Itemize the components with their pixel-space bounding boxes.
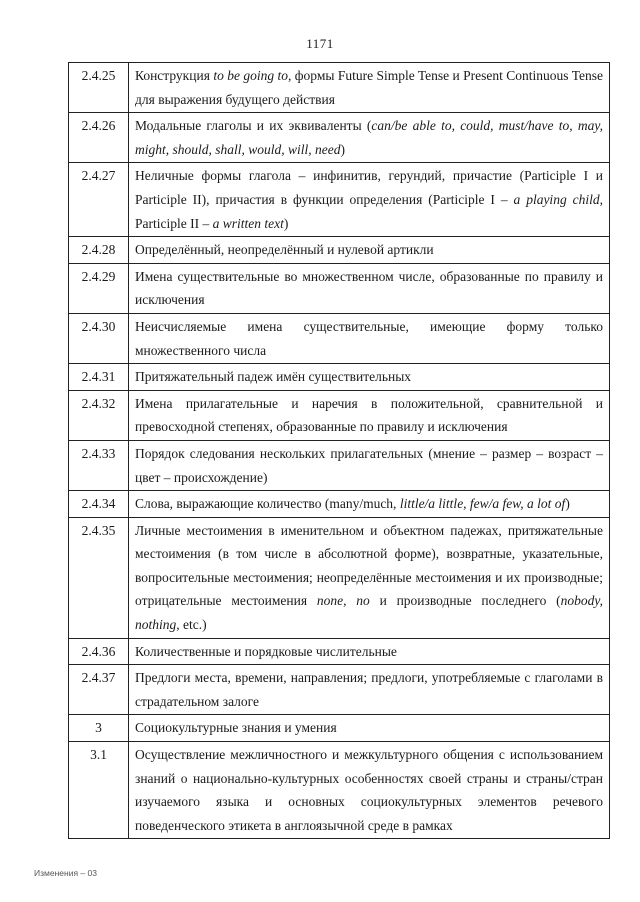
- table-row: [69, 517, 610, 638]
- section-description: [129, 638, 610, 665]
- text-fragment: Имена существительные во множественном числе, образованные по правилу и исключения: [135, 268, 603, 308]
- italic-text-fragment: nobody, nothing: [135, 593, 603, 633]
- text-fragment: Неисчисляемые имена существительные, имеющие форму только множественного числа: [135, 318, 603, 358]
- section-number: 2.4.25: [69, 63, 129, 113]
- text-fragment: Количественные и порядковые числительные: [135, 643, 397, 659]
- section-number: 3.1: [69, 742, 129, 839]
- section-description: [129, 364, 610, 391]
- text-fragment: Слова, выражающие количество (many/much,: [135, 496, 400, 512]
- section-description: [129, 237, 610, 264]
- table-row: [69, 364, 610, 391]
- page-number: 1171: [306, 36, 334, 51]
- section-description: [129, 163, 610, 237]
- text-fragment: Неличные формы глагола – инфинитив, герундий, причастие (Participle I и Participle II), причастия в функции определения (Participle I –: [135, 168, 603, 207]
- italic-text-fragment: can/be able to, could, must/have to, may, might, should, shall, would, will, need: [135, 118, 603, 157]
- italic-text-fragment: none, no: [316, 593, 370, 609]
- section-number: 2.4.36: [69, 638, 129, 665]
- section-number: 2.4.37: [69, 665, 129, 715]
- text-fragment: Participle II –: [135, 215, 213, 231]
- section-description: [129, 742, 610, 839]
- table-row: [69, 638, 610, 665]
- text-fragment: Имена прилагательные и наречия в положительной, сравнительной и превосходной степенях, образованные по правилу и исключения: [135, 395, 603, 435]
- section-number: 2.4.29: [69, 263, 129, 313]
- table-row: [69, 63, 610, 113]
- section-number: 2.4.35: [69, 517, 129, 638]
- section-number: 2.4.30: [69, 313, 129, 363]
- text-fragment: Осуществление межличностного и межкультурного общения с использованием знаний о национально-культурных особенностях своей страны и страны/стран изучаемого языка и основных социокультурных элементов речевого поведенческого этикета в англоязычной среде в рамках: [135, 747, 603, 833]
- table-row: [69, 263, 610, 313]
- text-fragment: , формы Future Simple Tense и Present Continuous Tense для выражения будущего действия: [135, 68, 604, 107]
- section-description: [129, 665, 610, 715]
- section-description: [129, 440, 610, 490]
- text-fragment: и производные последнего (: [369, 593, 561, 609]
- curriculum-table: [68, 62, 610, 839]
- section-description: [129, 715, 610, 742]
- text-fragment: ): [565, 496, 570, 512]
- table-row: [69, 113, 610, 163]
- text-fragment: Модальные глаголы и их эквиваленты (: [135, 118, 372, 134]
- text-fragment: Личные местоимения в именительном и объектном падежах, притяжательные местоимения (в том числе в абсолютной форме), возвратные, указательные, вопросительные местоимения; неопределённые местоимения и их производные; отрицательные местоимения: [135, 522, 603, 609]
- text-fragment: ): [283, 215, 289, 231]
- section-number: 2.4.32: [69, 390, 129, 440]
- section-number: 2.4.27: [69, 163, 129, 237]
- text-fragment: Притяжательный падеж имён существительных: [135, 369, 412, 385]
- text-fragment: Социокультурные знания и умения: [135, 720, 337, 736]
- section-description: [129, 491, 610, 518]
- text-fragment: Предлоги места, времени, направления; предлоги, употребляемые с глаголами в страдательном залоге: [135, 670, 603, 709]
- text-fragment: , etc.): [176, 617, 207, 633]
- italic-text-fragment: to be going to: [213, 68, 288, 83]
- section-number: 2.4.28: [69, 237, 129, 264]
- table-row: [69, 313, 610, 363]
- section-description: [129, 390, 610, 440]
- table-row: [69, 390, 610, 440]
- section-number: 2.4.26: [69, 113, 129, 163]
- table-row: [69, 237, 610, 264]
- section-number: 2.4.33: [69, 440, 129, 490]
- table-row: [69, 742, 610, 839]
- text-fragment: ): [340, 141, 346, 157]
- section-description: [129, 263, 610, 313]
- section-number: 2.4.31: [69, 364, 129, 391]
- section-description: [129, 63, 610, 113]
- section-description: [129, 113, 610, 163]
- table-row: [69, 440, 610, 490]
- section-description: [129, 517, 610, 638]
- italic-text-fragment: a playing child,: [513, 191, 603, 207]
- text-fragment: Конструкция: [135, 68, 214, 83]
- footer-revision-note: Изменения – 03: [34, 868, 97, 878]
- text-fragment: Порядок следования нескольких прилагательных (мнение – размер – возраст – цвет – происхождение): [135, 445, 603, 485]
- text-fragment: Определённый, неопределённый и нулевой артикли: [135, 242, 434, 258]
- section-description: [129, 313, 610, 363]
- section-number: 3: [69, 715, 129, 742]
- table-row: [69, 163, 610, 237]
- table-row: [69, 665, 610, 715]
- section-number: 2.4.34: [69, 491, 129, 518]
- table-body: [69, 63, 610, 839]
- table-row: [69, 715, 610, 742]
- table-row: [69, 491, 610, 518]
- italic-text-fragment: little/a little, few/a few, a lot of: [399, 496, 566, 512]
- italic-text-fragment: a written text: [212, 215, 284, 231]
